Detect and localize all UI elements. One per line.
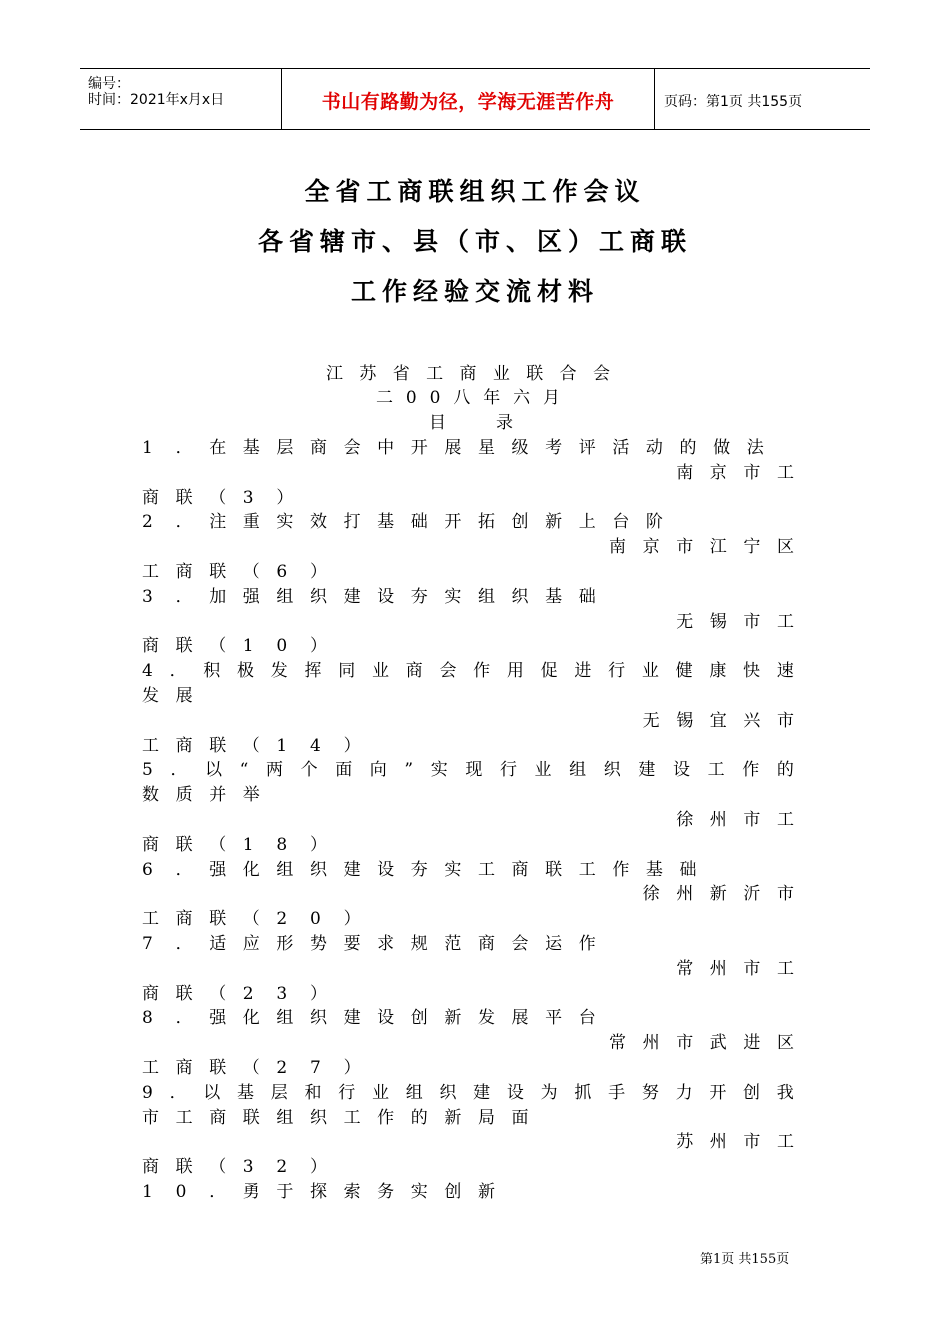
toc-entry-organization: 徐 州 新 沂 市 bbox=[642, 884, 794, 905]
toc-entry-title-continued: 发 展 bbox=[142, 686, 193, 706]
toc-entry-title: 2 ． 注 重 实 效 打 基 础 开 拓 创 新 上 台 阶 bbox=[142, 512, 663, 533]
toc-entry-page-ref: 工 商 联 （ 2 7 ） bbox=[142, 1058, 361, 1078]
header-right-cell bbox=[654, 69, 870, 129]
toc-entry-organization: 无 锡 宜 兴 市 bbox=[642, 710, 794, 731]
header-left-cell bbox=[80, 69, 280, 129]
document-time-label: 时间：2021年x月x日 bbox=[88, 92, 225, 108]
document-number-label: 编号： bbox=[88, 76, 130, 92]
title-line-3: 工作经验交流材料 bbox=[350, 277, 599, 306]
toc-entry-title-continued: 市 工 商 联 组 织 工 作 的 新 局 面 bbox=[142, 1107, 529, 1128]
toc-entry-page-ref: 商 联 （ 2 3 ） bbox=[142, 983, 327, 1004]
toc-entry-page-ref: 工 商 联 （ 6 ） bbox=[142, 562, 327, 582]
toc-entry-title: 7 ． 适 应 形 势 要 求 规 范 商 会 运 作 bbox=[142, 934, 596, 954]
toc-entry-page-ref: 商 联 （ 3 ） bbox=[142, 487, 294, 508]
toc-entry-organization: 常 州 市 武 进 区 bbox=[609, 1033, 794, 1054]
toc-entry-title: 5 ． 以 “ 两 个 面 向 ” 实 现 行 业 组 织 建 设 工 作 的 bbox=[142, 760, 794, 781]
toc-entry-title: 3 ． 加 强 组 织 建 设 夯 实 组 织 基 础 bbox=[142, 586, 596, 607]
toc-entry-title: 4 ． 积 极 发 挥 同 业 商 会 作 用 促 进 行 业 健 康 快 速 bbox=[142, 661, 794, 682]
document-date: 二 0 0 八 年 六 月 bbox=[376, 388, 560, 408]
toc-entry-title-continued: 数 质 并 举 bbox=[142, 785, 260, 806]
organization-name: 江 苏 省 工 商 业 联 合 会 bbox=[326, 364, 610, 384]
title-line-1: 全省工商联组织工作会议 bbox=[304, 177, 646, 206]
header-page-info: 页码：第1页 共155页 bbox=[664, 94, 803, 110]
toc-entry-title: 8 ． 强 化 组 织 建 设 创 新 发 展 平 台 bbox=[142, 1008, 596, 1029]
toc-entry-organization: 苏 州 市 工 bbox=[676, 1132, 794, 1153]
toc-heading: 目 录 bbox=[429, 413, 513, 433]
toc-entry-organization: 南 京 市 江 宁 区 bbox=[609, 537, 794, 558]
toc-entry-page-ref: 工 商 联 （ 2 0 ） bbox=[142, 909, 361, 930]
toc-entry-page-ref: 商 联 （ 3 2 ） bbox=[142, 1157, 327, 1178]
toc-entry-title: 9 ． 以 基 层 和 行 业 组 织 建 设 为 抓 手 努 力 开 创 我 bbox=[142, 1082, 794, 1103]
page-header bbox=[80, 68, 870, 130]
header-center-cell bbox=[281, 69, 655, 129]
header-motto: 书山有路勤为径，学海无涯苦作舟 bbox=[321, 91, 615, 113]
toc-entry-title: 1 ． 在 基 层 商 会 中 开 展 星 级 考 评 活 动 的 做 法 bbox=[142, 438, 764, 458]
toc-entry-organization: 常 州 市 工 bbox=[676, 958, 794, 979]
toc-entry-page-ref: 商 联 （ 1 0 ） bbox=[142, 636, 327, 657]
page-footer: 第1页 共155页 bbox=[700, 1252, 790, 1267]
toc-entry-organization: 南 京 市 工 bbox=[676, 462, 794, 483]
toc-entry-title: 1 0 ． 勇 于 探 索 务 实 创 新 bbox=[142, 1182, 495, 1202]
toc-entry-page-ref: 工 商 联 （ 1 4 ） bbox=[142, 735, 361, 756]
toc-entry-organization: 徐 州 市 工 bbox=[676, 810, 794, 830]
toc-entry-page-ref: 商 联 （ 1 8 ） bbox=[142, 834, 327, 855]
toc-entry-organization: 无 锡 市 工 bbox=[676, 611, 794, 632]
title-line-2: 各省辖市、县（市、区）工商联 bbox=[257, 227, 692, 256]
toc-entry-title: 6 ． 强 化 组 织 建 设 夯 实 工 商 联 工 作 基 础 bbox=[142, 859, 697, 880]
